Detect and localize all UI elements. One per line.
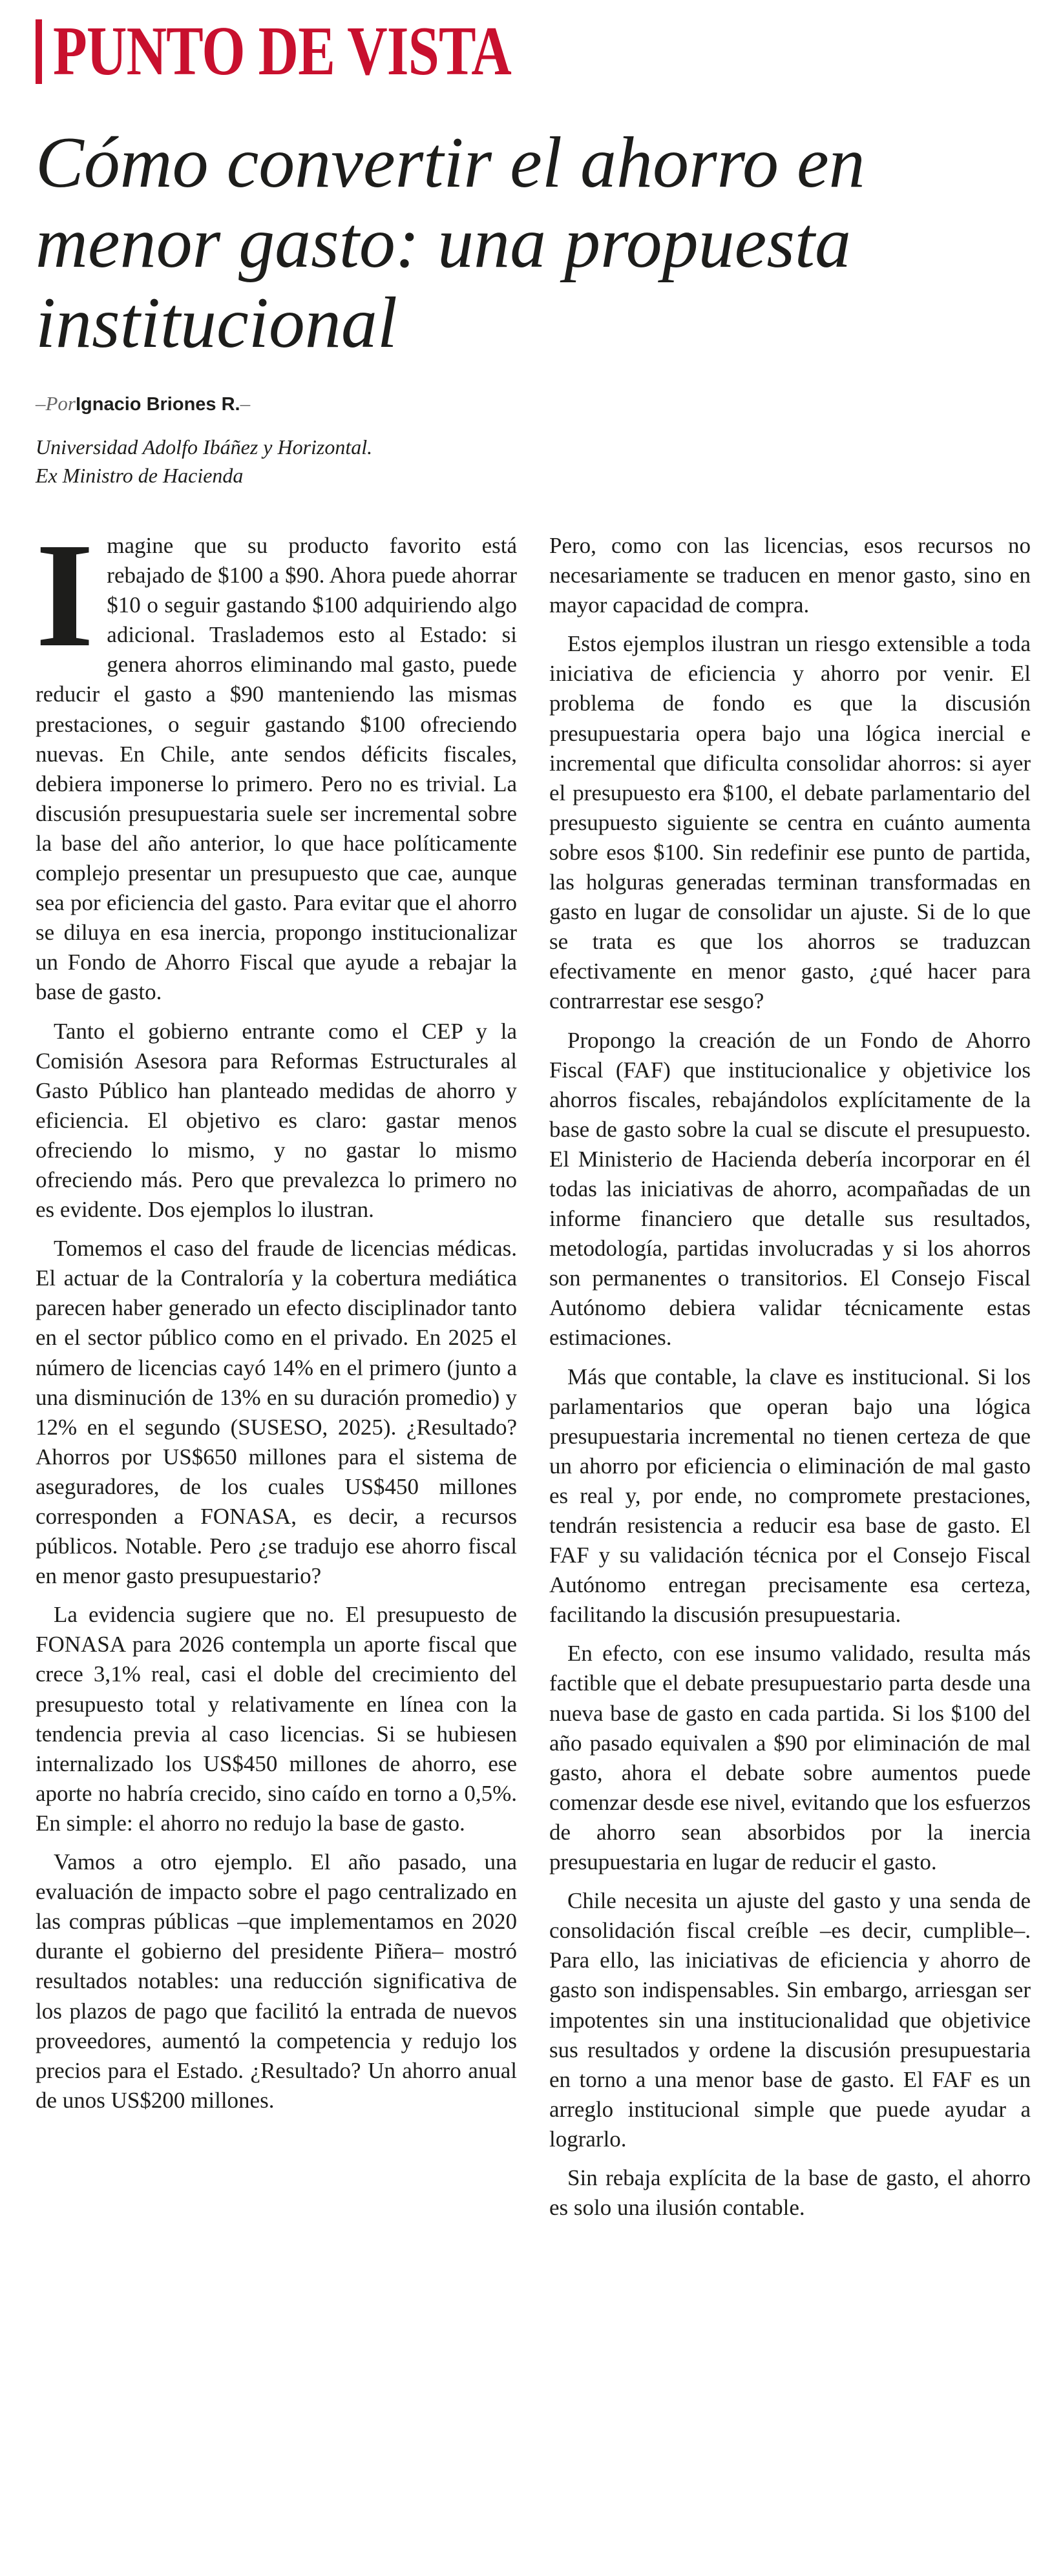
headline: Cómo convertir el ahorro en menor gasto: una propuesta institucional [36, 123, 865, 363]
article-paragraph: Vamos a otro ejemplo. El año pasado, una evaluación de impacto sobre el pago centralizado en las compras públicas –que implementamos en 2020 durante el gobierno del presidente Piñera– mostró resultados notables: una reducción significativa de los plazos de pago que facilitó la entrada de nuevos proveedores, aumentó la competencia y redujo los precios para el Estado. ¿Resultado? Un ahorro anual de unos US$200 millones. [36, 1849, 517, 2113]
section-title: PUNTO DE VISTA [53, 13, 511, 90]
article-paragraph: En efecto, con ese insumo validado, resulta más factible que el debate presupuestario parta desde una nueva base de gasto en cada partida. Si los $100 del año pasado equivalen a $90 por eliminación de mal gasto, ahora el debate sobre aumentos puede comenzar desde ese nivel, evitando que los esfuerzos de ahorro sean absorbidos por la inercia presupuestaria en lugar de reducir el gasto. [549, 1641, 1031, 1875]
affiliation-line-1: Universidad Adolfo Ibáñez y Horizontal. [36, 435, 373, 459]
paragraph-text: magine que su producto favorito está rebajado de $100 a $90. Ahora puede ahorrar $10 o seguir gastando $100 adquiriendo algo adicional. Traslademos esto al Estado: si genera ahorros eliminando mal gasto, puede reducir el gasto a $90 manteniendo las mismas prestaciones, o seguir gastando $100 ofreciendo nuevas. En Chile, ante sendos déficits fiscales, debiera imponerse lo primero. Pero no es trivial. La discusión presupuestaria suele ser incremental sobre la base del año anterior, lo que hace políticamente complejo presentar un presupuesto que cae, aunque sea por eficiencia del gasto. Para evitar que el ahorro se diluya en esa inercia, propongo institucionalizar un Fondo de Ahorro Fiscal que ayude a rebajar la base de gasto. [36, 533, 517, 1005]
article-paragraph: Propongo la creación de un Fondo de Ahorro Fiscal (FAF) que institucionalice y objetivice los ahorros fiscales, rebajándolos explícitamente de la base de gasto sobre la cual se discute el presupuesto. El Ministerio de Hacienda debería incorporar en él todas las iniciativas de ahorro, acompañadas de un informe financiero que detalle sus resultados, metodología, partidas involucradas y si los ahorros son permanentes o transitorios. El Consejo Fiscal Autónomo debiera validar técnicamente estas estimaciones. [549, 1027, 1031, 1351]
author-affiliation [36, 433, 617, 490]
byline-author: Ignacio Briones R. [76, 394, 240, 415]
drop-cap: I [36, 512, 94, 678]
article-paragraph: Más que contable, la clave es institucional. Si los parlamentarios que operan bajo una lógica presupuestaria incremental no tienen certeza de que un ahorro por eficiencia o eliminación de mal gasto es real y, por ende, no compromete prestaciones, tendrán resistencia a reducir esa base de gasto. El FAF y su validación técnica por el Consejo Fiscal Autónomo entregan precisamente esa certeza, facilitando la discusión presupuestaria. [549, 1364, 1031, 1628]
section-accent-bar [36, 19, 42, 84]
article-paragraph: Tomemos el caso del fraude de licencias médicas. El actuar de la Contraloría y la cobertura mediática parecen haber generado un efecto disciplinador tanto en el sector público como en el privado. En 2025 el número de licencias cayó 14% en el primero (junto a una disminución de 13% en su duración promedio) y 12% en el segundo (SUSESO, 2025). ¿Resultado? Ahorros por US$650 millones para el sistema de aseguradores, de los cuales US$450 millones corresponden a FONASA, es decir, a recursos públicos. Notable. Pero ¿se tradujo ese ahorro fiscal en menor gasto presupuestario? [36, 1236, 517, 1589]
article-column-left [36, 512, 517, 2124]
article-paragraph: Estos ejemplos ilustran un riesgo extensible a toda iniciativa de eficiencia y ahorro por venir. El problema de fondo es que la discusión presupuestaria opera bajo una lógica inercial e incremental que dificulta consolidar ahorros: si ayer el presupuesto era $100, el debate parlamentario del presupuesto siguiente se centra en cuánto aumenta sobre esos $100. Sin redefinir ese punto de partida, las holguras generadas terminan transformadas en gasto en lugar de consolidar un ajuste. Si de lo que se trata es que los ahorros se traduzcan efectivamente en menor gasto, ¿qué hacer para contrarrestar ese sesgo? [549, 631, 1031, 1014]
byline [36, 391, 250, 417]
affiliation-line-2: Ex Ministro de Hacienda [36, 464, 244, 487]
article-paragraph: Sin rebaja explícita de la base de gasto, el ahorro es solo una ilusión contable. [549, 2165, 1031, 2221]
article-paragraph: Chile necesita un ajuste del gasto y una senda de consolidación fiscal creíble –es decir, cumplible–. Para ello, las iniciativas de eficiencia y ahorro de gasto son indispensables. Sin embargo, arriesgan ser impotentes sin una institucionalidad que objetivice sus resultados y ordene la discusión presupuestaria en torno a una menor base de gasto. El FAF es un arreglo institucional simple que puede ayudar a lograrlo. [549, 1888, 1031, 2152]
article-paragraph [36, 512, 517, 1008]
article-column-right [549, 531, 1031, 2232]
article-paragraph: Pero, como con las licencias, esos recursos no necesariamente se traducen en menor gasto, sino en mayor capacidad de compra. [549, 533, 1031, 618]
article-paragraph: Tanto el gobierno entrante como el CEP y la Comisión Asesora para Reformas Estructurales al Gasto Público han planteado medidas de ahorro y eficiencia. El objetivo es claro: gastar menos ofreciendo lo mismo, y no gastar lo mismo ofreciendo más. Pero que prevalezca lo primero no es evidente. Dos ejemplos lo ilustran. [36, 1018, 517, 1223]
article-paragraph: La evidencia sugiere que no. El presupuesto de FONASA para 2026 contempla un aporte fiscal que crece 3,1% real, casi el doble del crecimiento del presupuesto total y relativamente en línea con la tendencia previa al caso licencias. Si se hubiesen internalizado los US$450 millones de ahorro, ese aporte no habría crecido, sino caído en torno a 0,5%. En simple: el ahorro no redujo la base de gasto. [36, 1602, 517, 1836]
byline-suffix: – [240, 392, 251, 415]
byline-prefix: –Por [36, 392, 76, 415]
